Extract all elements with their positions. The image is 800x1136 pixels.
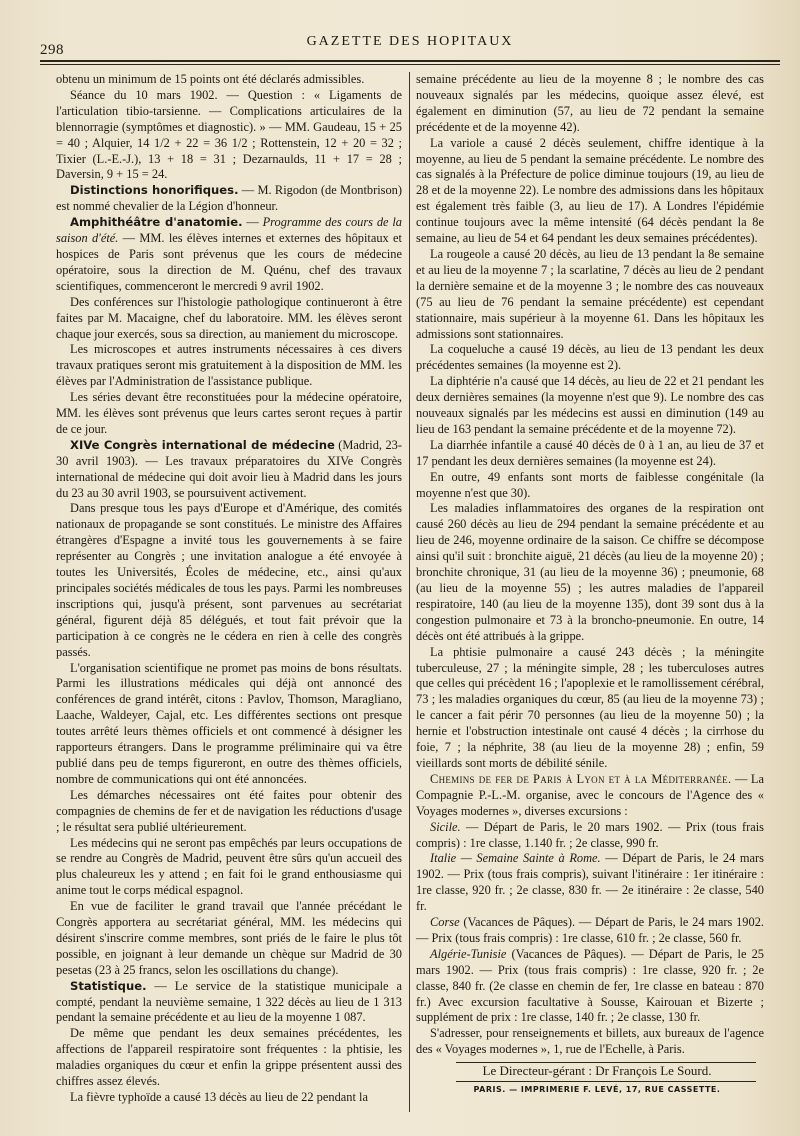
paragraph: La rougeole a causé 20 décès, au lieu de 13 pendant la 8e semaine et au lieu de la moyenne 7 ; la scarlatine, 7 décès au lieu de 2 pendant la dernière semaine et de la moyenne 3 ; le nombre des cas nouveaux (75 au lieu de 76 pendant la semaine précédente) est cependant stationnaire, mais supérieur à la moyenne 61. Dans les hôpitaux les admissions sont stationnaires. — [416, 246, 764, 341]
chemins-de-fer-section — [416, 772, 764, 820]
header-rule-thin — [40, 64, 780, 65]
excursion-italie — [416, 851, 764, 915]
paragraph: En outre, 49 enfants sont morts de faiblesse congénitale (la moyenne n'est que 30). — [416, 469, 764, 500]
excursion-text: — Départ de Paris, le 24 mars 1902. — Prix (tous frais compris), suivant l'itinéraire : 1er itinéraire : 1re classe, 920 fr. ; 2e classe, 830 fr. — 2e itinéraire : 2e classe, 540 fr. — [416, 851, 764, 914]
paragraph: Des conférences sur l'histologie pathologique continueront à être faites par M. Macaigne, chef du laboratoire. MM. les élèves seront chaque jour exercés, sous sa direction, au maniement du microscope. — [56, 294, 402, 341]
section-heading: Chemins de fer de Paris à Lyon et à la Méditerranée. — [430, 771, 732, 786]
paragraph: semaine précédente au lieu de la moyenne 8 ; le nombre des cas nouveaux signalés par les médecins, quoique assez élevé, est également en diminution (57, au lieu de 72 pendant la semaine précédente et de la moyenne 42). — [416, 72, 764, 134]
imprint-line: PARIS. — IMPRIMERIE F. LEVÉ, 17, RUE CASSETTE. — [473, 1085, 721, 1095]
excursion-label: Algérie-Tunisie — [430, 946, 507, 961]
section-text: — M. Rigodon (de Montbrison) est nommé chevalier de la Légion d'honneur. — [56, 183, 403, 214]
excursion-text: (Vacances de Pâques). — Départ de Paris, le 25 mars 1902. — Prix (tous frais compris) : 1re classe, 920 fr. ; 2e classe, 840 fr. (2e classe en chemin de fer, 1re classe en bateau : 870 fr.) Avec excursion facultative à Sousse, Kairouan et Bizerte ; supplément de prix : 1re classe, 140 fr. ; 2e classe, 130 fr. — [416, 946, 764, 1025]
excursion-text: — Départ de Paris, le 20 mars 1902. — Prix (tous frais compris) : 1re classe, 1.140 fr. ; 2e classe, 990 fr. — [416, 819, 764, 850]
page-number: 298 — [40, 42, 64, 58]
section-heading: Distinctions honorifiques. — [70, 183, 239, 198]
excursion-label: Sicile. — [430, 819, 461, 834]
paragraph: En vue de faciliter le grand travail que l'année précédant le Congrès apportera au secrétariat général, MM. les médecins qui désirent s'inscrire comme membres, sont priés de le faire le plus tôt possible, en joignant à leur demande un chèque sur Madrid de 30 pesetas (23 à 25 francs, selon les oscillations du change). — [56, 899, 402, 977]
signature: Le Directeur-gérant : Dr François Le Sourd. — [482, 1063, 712, 1079]
paragraph: Les médecins qui ne seront pas empêchés par leurs occupations de se rendre au Congrès de Madrid, peuvent être sûrs qu'un accueil des plus chaleureux les y attend ; en fait foi le grand enthousiasme qui anime tout le corps médical espagnol. — [56, 835, 402, 898]
excursion-sicile — [416, 820, 764, 852]
section-heading: Amphithéâtre d'anatomie. — [70, 215, 243, 230]
distinctions-section — [56, 183, 402, 215]
paragraph: Les démarches nécessaires ont été faites pour obtenir des compagnies de chemins de fer et de navigation les réductions d'usage ; le résultat sera publié ultérieurement. — [56, 787, 402, 834]
paragraph: Les maladies inflammatoires des organes de la respiration ont causé 260 décès au lieu de 294 pendant la semaine précédente et au lieu de 246, moyenne ordinaire de la saison. Ce chiffre se décompose ainsi qu'il suit : bronchite aiguë, 21 décès (au lieu de la moyenne 20) ; bronchite chronique, 31 (au lieu de la moyenne 36) ; pneumonie, 68 (au lieu de la moyenne 55) ; les autres maladies de l'appareil respiratoire, 140 (au lieu de la moyenne 135), dont 39 sont dus à la congestion pulmonaire et 73 à la broncho-pneumonie. En outre, 14 décès ont été attribués à la grippe. — [416, 501, 764, 643]
excursion-corse — [416, 915, 764, 947]
paragraph: La diarrhée infantile a causé 40 décès de 0 à 1 an, au lieu de 37 et 17 pendant les deux dernières semaines (la moyenne est 24). — [416, 437, 764, 468]
statistique-section — [56, 979, 402, 1027]
congres-section — [56, 438, 402, 502]
section-heading: Statistique. — [70, 978, 147, 993]
left-column — [56, 72, 402, 1106]
section-text: — La Compagnie P.-L.-M. organise, avec le concours de l'Agence des « Voyages modernes », diverses excursions : — [416, 771, 765, 818]
running-title: GAZETTE DES HOPITAUX — [306, 34, 514, 49]
page-header — [40, 28, 780, 58]
paragraph: S'adresser, pour renseignements et billets, aux bureaux de l'agence des « Voyages modernes », 1, rue de l'Echelle, à Paris. — [416, 1026, 764, 1057]
section-text: — MM. les élèves internes et externes des hôpitaux et hospices de Paris sont prévenus que les cours de médecine opératoire, sous la direction de M. Quénu, chef des travaux scientifiques, commenceront le mercredi 9 avril 1902. — [56, 231, 402, 293]
paragraph: L'organisation scientifique ne promet pas moins de bons résultats. Parmi les illustrations médicales qui déjà ont annoncé des conférences de grand intérêt, citons : Pavlov, Thomson, Maragliano, Laache, Waldeyer, Cajal, etc. Les différentes sections ont presque toutes arrêté leurs thèmes officiels et ont commencé à désigner les rapporteurs étrangers. Dans le programme préliminaire qui va être publié dans peu de temps figureront, en outre des thèmes officiels, nombre de communications qui ont été annoncées. — [56, 660, 402, 786]
paragraph: La fièvre typhoïde a causé 13 décès au lieu de 22 pendant la — [70, 1090, 368, 1104]
paragraph: Dans presque tous les pays d'Europe et d'Amérique, des comités nationaux de propagande se sont constitués. Le ministre des Affaires étrangères d'Espagne a invité tous les gouvernements à se faire représenter au Congrès ; une invitation analogue a été envoyée à toutes les Universités, Écoles de médecine, etc., ainsi qu'aux principales sociétés médicales de tous les pays. Parmi les nombreuses inscriptions qui, jusqu'à présent, sont parvenues au secrétariat général, figurent déjà 85 délégués, et tout fait prévoir que la participation à ce congrès ne le cédera en rien à celle des congrès passés. — [56, 501, 402, 659]
excursion-label: Italie — Semaine Sainte à Rome. — [430, 851, 601, 866]
column-divider — [409, 72, 410, 1112]
section-heading: XIVe Congrès international de médecine — [70, 437, 335, 452]
section-italic: Programme des cours de la saison d'été. — [56, 215, 402, 246]
paragraph: La diphtérie n'a causé que 14 décès, au lieu de 22 et 21 pendant les deux dernières semaines (la moyenne n'est que 9). Le nombre des cas nouveaux signalés par les médecins est aussi en diminution (149 au lieu de 163 pendant la semaine précédente et de la moyenne 72). — [416, 374, 764, 436]
paragraph: Séance du 10 mars 1902. — Question : « Ligaments de l'articulation tibio-tarsienne. — Complications articulaires de la blennorragie (symptômes et diagnostic). » — MM. Gaudeau, 15 + 25 = 40 ; Alquier, 14 1/2 + 22 = 36 1/2 ; Rottenstein, 12 + 20 = 32 ; Tixier (L.-E.-J.), 13 + 18 = 31 ; Dezarnaulds, 11 + 17 = 28 ; Daversin, 9 + 15 = 24. — [56, 87, 402, 182]
paragraph: obtenu un minimum de 15 points ont été déclarés admissibles. — [56, 72, 365, 86]
excursion-algerie — [416, 947, 764, 1027]
section-text: (Madrid, 23-30 avril 1903). — Les travaux préparatoires du XIVe Congrès international de médecine qui doit avoir lieu à Madrid dans les jours du 23 au 30 avril 1903, se poursuivent activement. — [56, 437, 402, 500]
section-text: — Le service de la statistique municipale a compté, pendant la neuvième semaine, 1 322 décès au lieu de 1 313 pendant la semaine précédente et au lieu de la moyenne 1 087. — [56, 978, 402, 1025]
amphitheatre-section: Amphithéâtre d'anatomie. — Programme des cours de la saison d'été. — MM. les élèves internes et externes des hôpitaux et hospices de Paris sont prévenus que les cours de médecine opératoire, sous la direction de M. Quénu, chef des travaux scientifiques, commenceront le mercredi 9 avril 1902. — [56, 215, 402, 293]
paragraph: La phtisie pulmonaire a causé 243 décès ; la méningite tuberculeuse, 27 ; la méningite simple, 28 ; les tuberculoses autres que celles qui précèdent 16 ; l'apoplexie et le ramollissement cérébral, 73 ; les maladies organiques du cœur, 85 (au lieu de la moyenne 73) ; le cancer a fait périr 70 personnes (au lieu de la moyenne 50) ; la hernie et l'obstruction intestinale ont causé 4 décès ; la cirrhose du foie, 7 ; la néphrite, 38 (au lieu de la moyenne 28) ; enfin, 59 vieillards sont morts de débilité sénile. — [416, 644, 764, 770]
right-column — [416, 72, 764, 1098]
paragraph: La variole a causé 2 décès seulement, chiffre identique à la moyenne, au lieu de 5 pendant la semaine précédente. Le nombre des cas signalés à la Préfecture de police diminue toujours (19, au lieu de 28 et de la moyenne 22). Le nombre des admissions dans les hôpitaux est également très faible (3, au lieu de 17). A Londres l'épidémie continue toujours avec la même intensité (64 décès pendant la 8e semaine, au lieu de 54 et 64 pendant les deux semaines précédentes). — [416, 135, 764, 246]
header-rule — [40, 60, 780, 62]
excursion-text: (Vacances de Pâques). — Départ de Paris, le 24 mars 1902. — Prix (tous frais compris) : 1re classe, 610 fr. ; 2e classe, 560 fr. — [416, 915, 764, 945]
paragraph: Les microscopes et autres instruments nécessaires à ces divers travaux pratiques seront mis gratuitement à la disposition de MM. les élèves par l'Administration de l'assistance publique. — [56, 342, 402, 389]
paragraph: La coqueluche a causé 19 décès, au lieu de 13 pendant les deux précédentes semaines (la moyenne est 2). — [416, 342, 764, 373]
paragraph: Les séries devant être reconstituées pour la médecine opératoire, MM. les élèves sont prévenus que leurs cartes seront reçues à partir de ce jour. — [56, 390, 402, 436]
paragraph: De même que pendant les deux semaines précédentes, les affections de l'appareil respiratoire sont fréquentes : la phtisie, les maladies organiques du cœur et enfin la grippe présentent aussi des chiffres assez élevés. — [56, 1026, 402, 1089]
excursion-label: Corse — [430, 915, 460, 930]
